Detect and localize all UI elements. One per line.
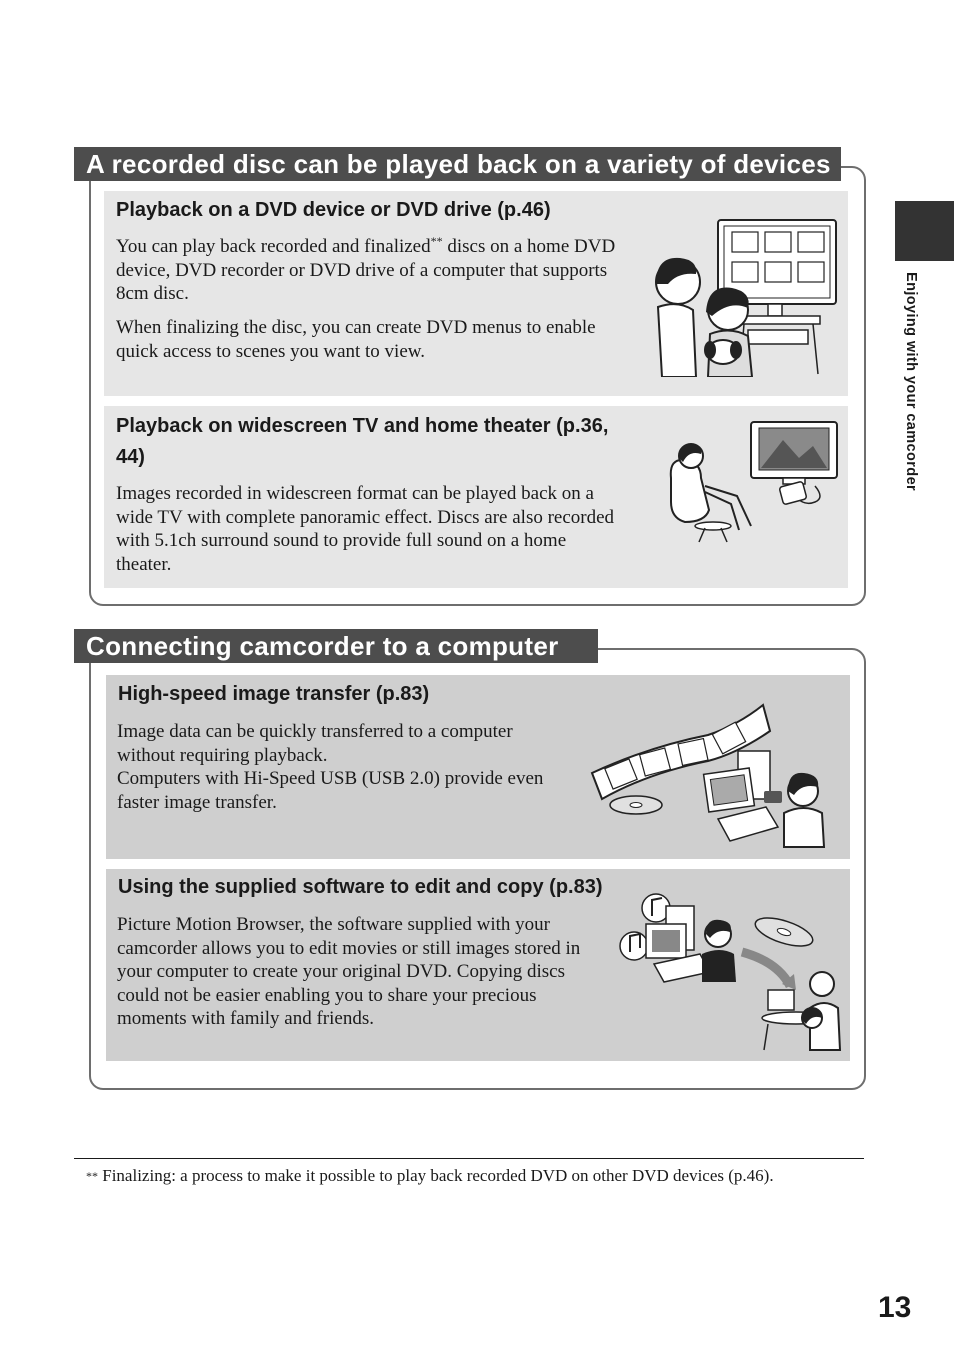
footnote: ** Finalizing: a process to make it possible to play back recorded DVD on other DVD devices (p.46). bbox=[86, 1166, 774, 1185]
heading-dvd-playback: Playback on a DVD device or DVD drive (p.46) bbox=[116, 199, 551, 221]
footnote-rule bbox=[74, 1158, 864, 1159]
image-transfer-illustration bbox=[588, 695, 833, 850]
text-widescreen-playback: Images recorded in widescreen format can be played back on a wide TV with complete panoramic effect. Discs are also recorded with 5.1ch surround sound to provide full sound on a home theater. bbox=[116, 483, 615, 575]
edit-copy-illustration bbox=[618, 890, 843, 1052]
text-dvd-playback-1: You can play back recorded and finalized** discs on a home DVD device, DVD recorder or DVD drive of a computer that supports 8cm disc. bbox=[116, 234, 616, 304]
home-theater-illustration bbox=[665, 418, 843, 548]
text-dvd-playback-2: When finalizing the disc, you can create DVD menus to enable quick access to scenes you want to view. bbox=[116, 317, 596, 362]
text-edit-copy: Picture Motion Browser, the software supplied with your camcorder allows you to edit movies or still images stored in your computer to create your original DVD. Copying discs could not be easier enabling you to share your precious moments with family and friends. bbox=[117, 914, 581, 1029]
footnote-marker: ** bbox=[430, 234, 443, 248]
chapter-tab bbox=[895, 201, 954, 261]
text-image-transfer-1: Image data can be quickly transferred to a computer without requiring playback. bbox=[117, 721, 513, 766]
heading-widescreen-playback: Playback on widescreen TV and home theater (p.36, 44) bbox=[116, 415, 609, 468]
text-image-transfer-2: Computers with Hi-Speed USB (USB 2.0) provide even faster image transfer. bbox=[117, 768, 544, 813]
page-number: 13 bbox=[878, 1291, 912, 1324]
heading-image-transfer: High-speed image transfer (p.83) bbox=[118, 683, 430, 705]
section-computer-title: Connecting camcorder to a computer bbox=[74, 629, 598, 663]
heading-edit-copy: Using the supplied software to edit and copy (p.83) bbox=[118, 876, 603, 898]
section-playback-title: A recorded disc can be played back on a variety of devices bbox=[74, 147, 841, 181]
chapter-label: Enjoying with your camcorder bbox=[903, 272, 919, 492]
family-tv-illustration bbox=[648, 212, 843, 377]
